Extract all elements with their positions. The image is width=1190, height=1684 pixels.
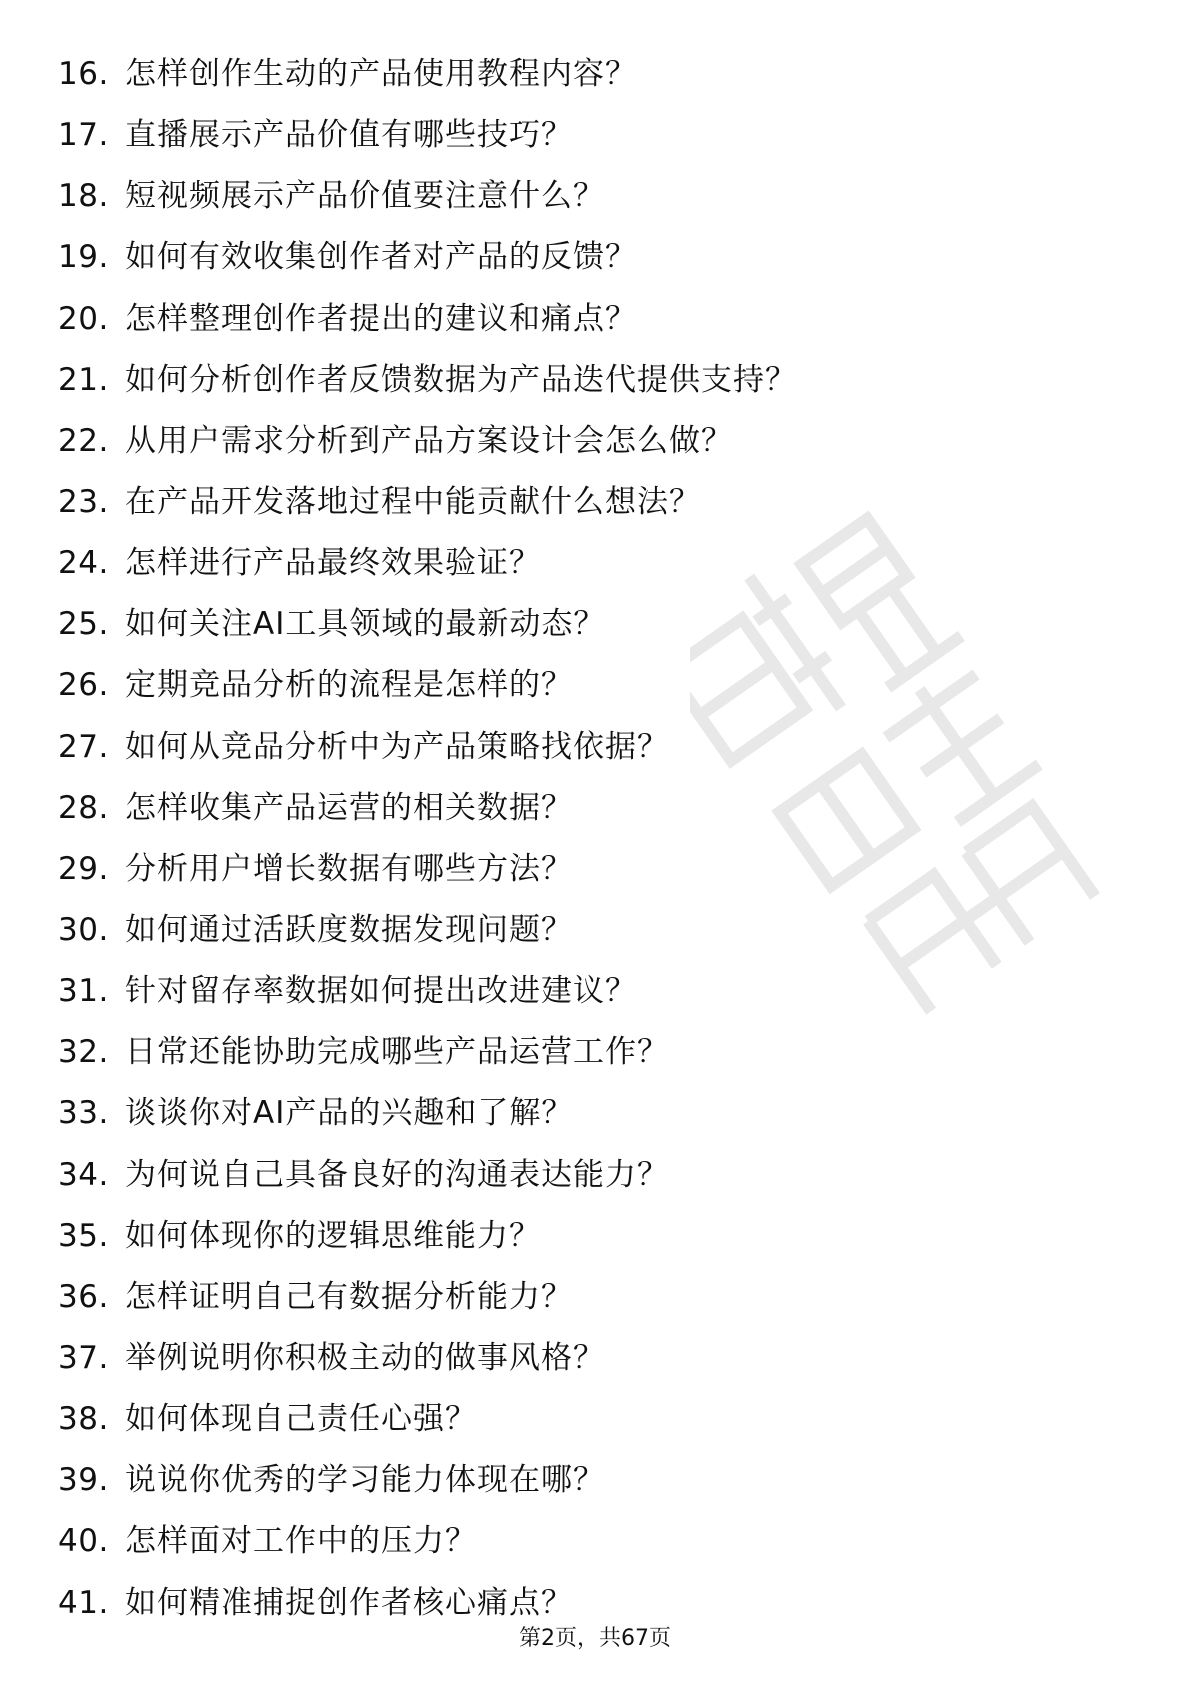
question-text: 怎样面对工作中的压力？ (125, 1523, 477, 1560)
question-number: 29. (58, 850, 109, 887)
question-text: 定期竞品分析的流程是怎样的？ (125, 667, 573, 704)
question-number: 37. (58, 1339, 109, 1376)
question-item (0, 1328, 1190, 1389)
question-item (0, 533, 1190, 594)
question-text: 怎样整理创作者提出的建议和痛点？ (125, 300, 637, 337)
question-text: 如何分析创作者反馈数据为产品迭代提供支持？ (125, 361, 797, 398)
question-text: 怎样收集产品运营的相关数据？ (125, 789, 573, 826)
question-text: 从用户需求分析到产品方案设计会怎么做？ (125, 422, 733, 459)
question-text: 如何从竞品分析中为产品策略找依据？ (125, 728, 669, 765)
question-number: 33. (58, 1095, 109, 1132)
question-text: 如何精准捕捉创作者核心痛点？ (125, 1584, 573, 1621)
question-number: 38. (58, 1401, 109, 1438)
question-item (0, 44, 1190, 105)
question-number: 34. (58, 1156, 109, 1193)
question-text: 怎样创作生动的产品使用教程内容？ (125, 56, 637, 92)
question-number: 40. (58, 1523, 109, 1560)
question-text: 直播展示产品价值有哪些技巧？ (125, 117, 573, 154)
question-text: 怎样进行产品最终效果验证？ (125, 545, 541, 582)
question-item (0, 1022, 1190, 1083)
question-number: 32. (58, 1034, 109, 1071)
page-number-footer: 第2页，共67页 (519, 1626, 671, 1651)
question-text: 如何有效收集创作者对产品的反馈？ (125, 239, 637, 276)
question-number: 36. (58, 1278, 109, 1315)
question-item (0, 1389, 1190, 1450)
question-item (0, 1450, 1190, 1511)
question-item (0, 839, 1190, 900)
question-list (0, 44, 1190, 1634)
question-number: 21. (58, 361, 109, 398)
question-text: 谈谈你对AI产品的兴趣和了解？ (125, 1095, 574, 1132)
question-item (0, 778, 1190, 839)
question-item (0, 105, 1190, 166)
question-number: 41. (58, 1584, 109, 1621)
question-item (0, 350, 1190, 411)
question-number: 20. (58, 300, 109, 337)
question-number: 26. (58, 667, 109, 704)
question-number: 18. (58, 178, 109, 215)
question-item (0, 1511, 1190, 1572)
question-number: 19. (58, 239, 109, 276)
question-text: 在产品开发落地过程中能贡献什么想法？ (125, 483, 701, 520)
question-item (0, 227, 1190, 288)
question-number: 17. (58, 117, 109, 154)
question-number: 16. (58, 56, 109, 92)
question-text: 短视频展示产品价值要注意什么？ (125, 178, 605, 215)
question-item (0, 594, 1190, 655)
question-text: 如何体现自己责任心强？ (125, 1401, 477, 1438)
question-number: 28. (58, 789, 109, 826)
question-number: 35. (58, 1217, 109, 1254)
question-item (0, 166, 1190, 227)
question-item (0, 717, 1190, 778)
question-number: 23. (58, 483, 109, 520)
question-item (0, 1145, 1190, 1206)
question-item (0, 900, 1190, 961)
question-text: 如何关注AI工具领域的最新动态？ (125, 606, 606, 643)
question-number: 22. (58, 422, 109, 459)
question-text: 针对留存率数据如何提出改进建议？ (125, 973, 637, 1010)
question-number: 30. (58, 911, 109, 948)
question-item (0, 289, 1190, 350)
question-text: 日常还能协助完成哪些产品运营工作？ (125, 1034, 669, 1071)
question-text: 举例说明你积极主动的做事风格？ (125, 1339, 605, 1376)
question-item (0, 472, 1190, 533)
question-text: 分析用户增长数据有哪些方法？ (125, 850, 573, 887)
question-number: 25. (58, 606, 109, 643)
question-number: 31. (58, 973, 109, 1010)
question-item (0, 655, 1190, 716)
question-item (0, 1267, 1190, 1328)
question-number: 39. (58, 1462, 109, 1499)
question-text: 如何通过活跃度数据发现问题？ (125, 911, 573, 948)
question-number: 24. (58, 545, 109, 582)
question-item (0, 411, 1190, 472)
question-item (0, 961, 1190, 1022)
question-text: 如何体现你的逻辑思维能力？ (125, 1217, 541, 1254)
question-item (0, 1206, 1190, 1267)
question-text: 为何说自己具备良好的沟通表达能力？ (125, 1156, 669, 1193)
question-item (0, 1083, 1190, 1144)
question-number: 27. (58, 728, 109, 765)
question-text: 怎样证明自己有数据分析能力？ (125, 1278, 573, 1315)
question-text: 说说你优秀的学习能力体现在哪？ (125, 1462, 605, 1499)
